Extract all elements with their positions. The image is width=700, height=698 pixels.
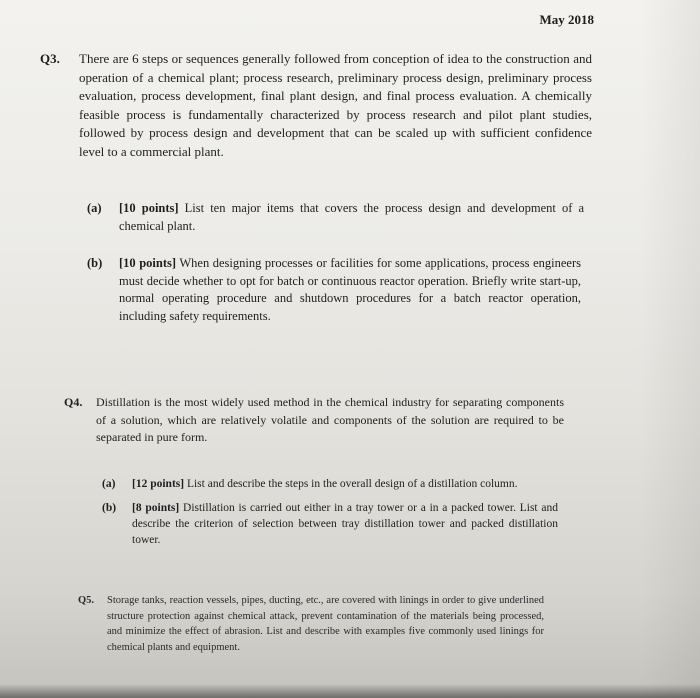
page-bottom-edge (0, 684, 700, 698)
question-3-part-a (87, 200, 584, 235)
part-label: (a) (87, 201, 102, 215)
question-4 (64, 394, 564, 447)
part-text: Distillation is carried out either in a tray tower or a in a packed tower. List and describe the criterion of selection between tray distillation tower and packed distillation tower. (132, 502, 558, 546)
exam-date: May 2018 (539, 12, 594, 27)
part-points: [8 points] (132, 502, 180, 514)
question-3-number: Q3. (40, 51, 60, 66)
part-label: (a) (102, 478, 116, 490)
page-shadow (640, 0, 700, 698)
question-5-number: Q5. (78, 595, 95, 606)
question-3 (40, 50, 592, 161)
part-text: List and describe the steps in the overall design of a distillation column. (186, 478, 518, 490)
part-text: List ten major items that covers the process design and development of a chemical plant. (119, 201, 585, 233)
question-4-number: Q4. (64, 395, 83, 409)
question-4-part-a (102, 476, 562, 494)
part-points: [10 points] (119, 256, 177, 270)
question-3-part-b (87, 255, 581, 325)
part-label: (b) (87, 256, 103, 270)
question-5-text: Storage tanks, reaction vessels, pipes, ducting, etc., are covered with linings in order to give underlined structure protection against chemical attack, prevent contamination of the materials being processed, and minimize the effect of abrasion. List and describe with examples five commonly used linings for chemical plants and equipment. (107, 595, 544, 653)
question-3-text: There are 6 steps or sequences generally followed from conception of idea to the construction and operation of a chemical plant; process research, preliminary process design, preliminary process evaluation, process development, final plant design, and final process evaluation. A chemically feasible process is fundamentally characterized by process research and pilot plant studies, followed by process design and development that can be scaled up with sufficient confidence level to a commercial plant. (79, 51, 592, 159)
part-points: [10 points] (119, 201, 179, 215)
part-label: (b) (102, 502, 117, 514)
part-points: [12 points] (132, 478, 185, 490)
part-text: When designing processes or facilities for some applications, process engineers must decide whether to opt for batch or continuous reactor operation. Briefly write start-up, normal operating procedure and shutdown procedures for a batch reactor operation, including safety requirements. (119, 256, 581, 323)
question-4-part-b (102, 500, 558, 548)
question-4-text: Distillation is the most widely used method in the chemical industry for separating components of a solution, which are relatively volatile and components of the solution are required to be separated in pure form. (96, 395, 564, 444)
question-5 (78, 593, 544, 655)
